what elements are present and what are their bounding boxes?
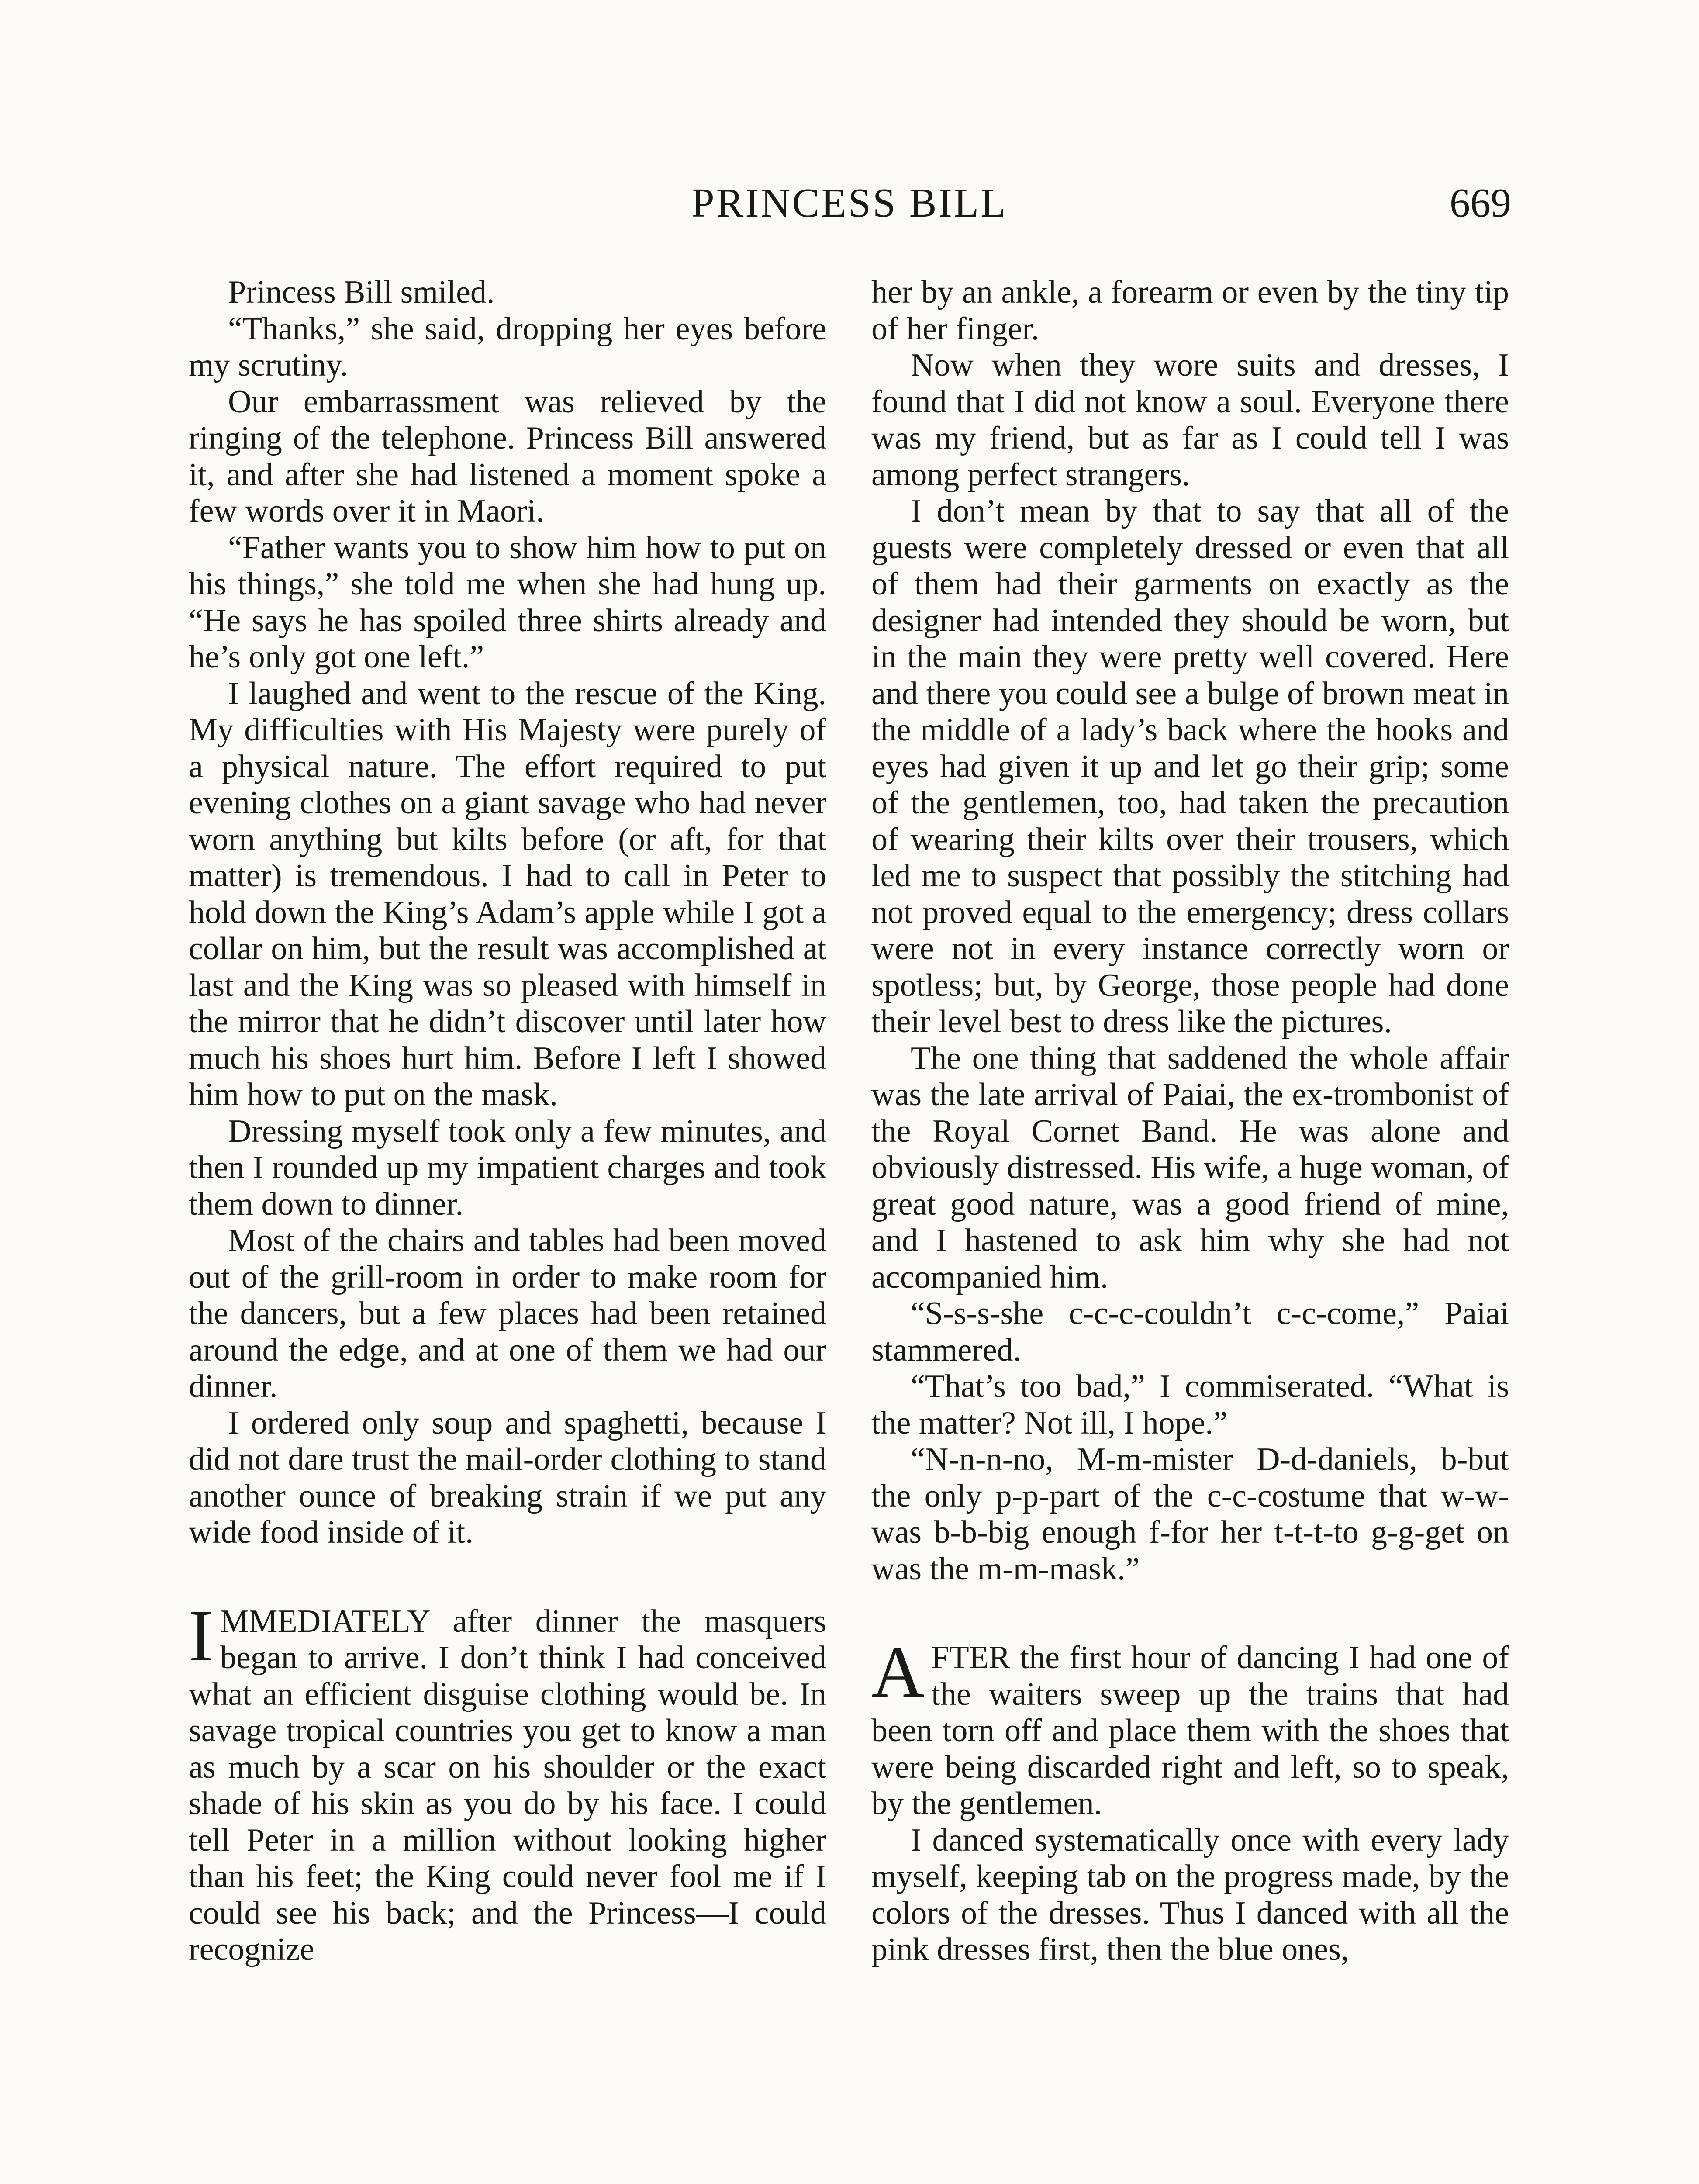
paragraph: “That’s too bad,” I commiserated. “What is the matter? Not ill, I hope.”	[871, 1368, 1509, 1441]
right-column	[871, 274, 1509, 2184]
paragraph-continued: her by an ankle, a forearm or even by the tiny tip of her finger.	[871, 274, 1509, 347]
section-text: MMEDIATELY after dinner the masquers began to arrive. I don’t think I had conceived what an efficient disguise clothing would be. In savage tropical countries you get to know a man as much by a scar on his shoulder or the exact shade of his skin as you do by his face. I could tell Peter in a million without looking higher than his feet; the King could never fool me if I could see his back; and the Princess—I could recognize	[189, 1603, 826, 1967]
paragraph: Princess Bill smiled.	[228, 274, 495, 310]
paragraph: I ordered only soup and spaghetti, because I did not dare trust the mail-order clothing to stand another ounce of breaking strain if we put any wide food inside of it.	[189, 1405, 826, 1550]
section-paragraph	[189, 1595, 826, 1968]
running-title: PRINCESS BILL	[691, 180, 1008, 226]
page-header	[188, 177, 1511, 229]
paragraph: I danced systematically once with every lady myself, keeping tab on the progress made, by the colors of the dresses. Thus I danced with all the pink dresses first, then the blue ones,	[871, 1822, 1509, 1967]
section-break	[871, 1587, 1509, 1640]
paragraph: I don’t mean by that to say that all of the guests were completely dressed or even that all of them had their garments on exactly as the designer had intended they should be worn, but in the main they were pretty well covered. Here and there you could see a bulge of brown meat in the middle of a lady’s back where the hooks and eyes had given it up and let go their grip; some of the gentlemen, too, had taken the precaution of wearing their kilts over their trousers, which led me to suspect that possibly the stitching had not proved equal to the emergency; dress collars were not in every instance correctly worn or spotless; but, by George, those people had done their level best to dress like the pictures.	[871, 493, 1509, 1040]
paragraph: Dressing myself took only a few minutes, and then I rounded up my impatient charges and took them down to dinner.	[189, 1113, 826, 1222]
section-text: FTER the first hour of dancing I had one of the waiters sweep up the trains that had been torn off and place them with the shoes that were being discarded right and left, so to speak, by the gentlemen.	[871, 1640, 1509, 1821]
paragraph: “Father wants you to show him how to put on his things,” she told me when she had hung up. “He says he has spoiled three shirts already and he’s only got one left.”	[189, 529, 826, 675]
paragraph: “Thanks,” she said, dropping her eyes before my scrutiny.	[189, 311, 826, 383]
paragraph: “N-n-n-no, M-m-mister D-d-daniels, b-but the only p-p-part of the c-c-costume that w-w-was b-b-big enough f-for her t-t-t-to g-g-get on was the m-m-mask.”	[871, 1441, 1509, 1587]
paragraph: I laughed and went to the rescue of the King. My difficulties with His Majesty were purely of a physical nature. The effort required to put evening clothes on a giant savage who had never worn anything but kilts before (or aft, for that matter) is tremendous. I had to call in Peter to hold down the King’s Adam’s apple while I got a collar on him, but the result was accomplished at last and the King was so pleased with himself in the mirror that he didn’t discover until later how much his shoes hurt him. Before I left I showed him how to put on the mask.	[189, 675, 826, 1113]
paragraph: “S-s-s-she c-c-c-couldn’t c-c-come,” Paiai stammered.	[871, 1296, 1509, 1368]
page-number: 669	[1450, 180, 1511, 226]
drop-cap: I	[189, 1595, 213, 1676]
paragraph: Our embarrassment was relieved by the ringing of the telephone. Princess Bill answered it, and after she had listened a moment spoke a few words over it in Maori.	[189, 384, 826, 529]
paragraph: The one thing that saddened the whole affair was the late arrival of Paiai, the ex-trombonist of the Royal Cornet Band. He was alone and obviously distressed. His wife, a huge woman, of great good nature, was a good friend of mine, and I hastened to ask him why she had not accompanied him.	[871, 1040, 1509, 1295]
paragraph: Most of the chairs and tables had been moved out of the grill-room in order to make room for the dancers, but a few places had been retained around the edge, and at one of them we had our dinner.	[189, 1223, 826, 1404]
drop-cap: A	[871, 1631, 925, 1713]
section-paragraph	[871, 1631, 1509, 1822]
paragraph: Now when they wore suits and dresses, I found that I did not know a soul. Everyone there was my friend, but as far as I could tell I was among perfect strangers.	[871, 347, 1509, 493]
section-break	[189, 1551, 826, 1603]
left-column	[189, 274, 826, 2184]
